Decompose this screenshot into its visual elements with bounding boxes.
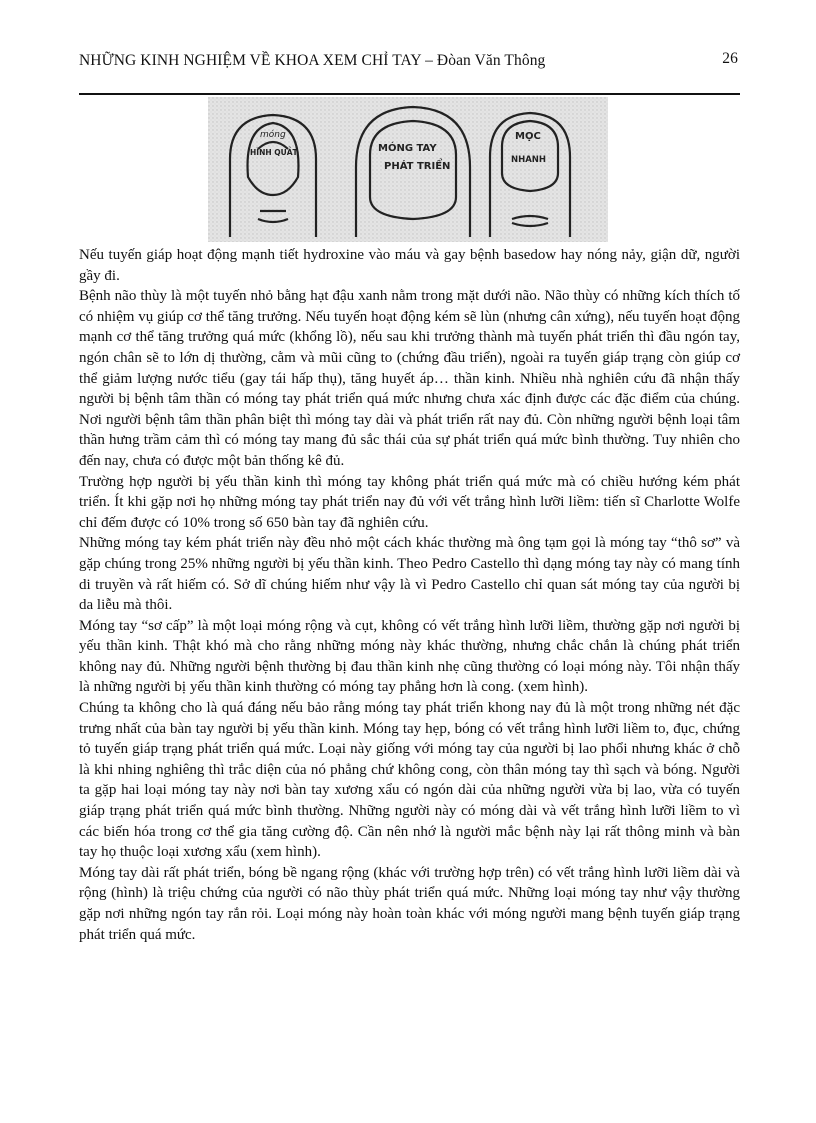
page-number: 26 — [722, 50, 738, 67]
nail-3-label-line-1: MỌC — [515, 131, 541, 142]
nail-1-label-line-2: HÌNH QUẢT — [250, 148, 298, 157]
paragraph: Chúng ta không cho là quá đáng nếu bảo rằng móng tay phát triển khong nay đủ là một trong những nét đặc trưng nhất của bàn tay người bị yếu thần kinh. Móng tay hẹp, bóng có vết trắng hình lưỡi liềm to, đục, chứng tỏ tuyến giáp trạng phát triển quá mức. Loại này giống với móng tay của người bị lao phổi nhưng khác ở chỗ là khi nhing nghiêng thì trắc diện của nó phẳng chứ không cong, còn thân móng tay thì sạch và bóng. Người ta gặp hai loại móng tay này nơi bàn tay xương xẩu có ngón dài của những người vừa bị lao, vừa có tuyến giáp trạng phát triển quá mức bình thường. Những người này có móng dài và vết trắng hình lưỡi liềm to vì các biến hóa trong cơ thể gia tăng cường độ. Cần nên nhớ là người mắc bệnh này lại rất thông minh và bàn tay họ thuộc loại xương xẩu (xem hình). — [79, 700, 740, 861]
paragraph: Trường hợp người bị yếu thần kinh thì móng tay không phát triển quá mức mà có chiều hướng kém phát triển. Ít khi gặp nơi họ những móng tay phát triển nay đủ với vết trắng hình lưỡi liềm: tiến sĩ Charlotte Wolfe chỉ đếm được có 10% trong số 650 bàn tay đã nghiên cứu. — [79, 473, 740, 531]
header-title: NHỮNG KINH NGHIỆM VỀ KHOA XEM CHỈ TAY – Đòan Văn Thông — [79, 52, 546, 69]
fingernail-illustration — [208, 97, 608, 242]
page-header — [79, 52, 740, 78]
body-text — [79, 245, 740, 945]
paragraph: Bệnh não thùy là một tuyến nhỏ bằng hạt đậu xanh nằm trong mặt dưới não. Não thùy có những kích thích tố có nhiệm vụ giúp cơ thể tăng trưởng. Nếu tuyến hoạt động kém sẽ lùn (nhưng cân xứng), nếu tuyến hoạt động mạnh cơ thể tăng trưởng quá mức (khổng lồ), nếu sau khi trưởng thành mà tuyến phát triển thì đầu ngón tay, ngón chân sẽ to lớn dị thường, cằm và mũi cũng to (chứng đầu triển), ngoài ra tuyến giáp trạng còn giúp cơ thể giảm lượng nước tiểu (gay tái hấp thụ), tăng huyết áp… thần kinh. Nhiều nhà nghiên cứu đã nhận thấy người bị bệnh tâm thần có móng tay phát triển quá mức nhưng chưa xác định được các đặc điểm của chúng. Nơi người bệnh tâm thần phân biệt thì móng tay dài và phát triển rất nay đủ. Còn những người bệnh loại tâm thần hưng trầm cảm thì có móng tay mang đủ sắc thái của sự phát triển quá mức bình thường. Tuy nhiên cho đến nay, chưa có được một bản thống kê đủ. — [79, 288, 740, 469]
header-rule — [79, 93, 740, 95]
nail-1-label-line-1: móng — [260, 130, 286, 140]
nail-3-label-line-2: NHANH — [511, 155, 547, 165]
paragraph: Nếu tuyến giáp hoạt động mạnh tiết hydroxine vào máu và gay bệnh basedow hay nóng nảy, giận dữ, người gầy đi. — [79, 247, 740, 284]
paragraph: Những móng tay kém phát triển này đều nhỏ một cách khác thường mà ông tạm gọi là móng tay “thô sơ” và gặp chúng trong 25% những người bị yếu thần kinh. Theo Pedro Castello thì dạng móng tay này có mang tính di truyền và rất hiếm có. Sở dĩ chúng hiếm như vậy là vì Pedro Castello chỉ quan sát móng tay của người bị da liễu mà thôi. — [79, 535, 740, 614]
nail-2-label-line-2: PHÁT TRIỂN — [384, 161, 451, 172]
paragraph: Móng tay “sơ cấp” là một loại móng rộng và cụt, không có vết trắng hình lưỡi liềm, thường gặp nơi người bị yếu thần kinh. Thật khó mà cho rằng những móng này khác thường, nhưng chắc chắn là chúng phát triển không nay đủ. Những người bệnh thường bị đau thần kinh nhẹ cũng thường có loại móng này. Tôi nhận thấy là những người bị yếu thần kinh thường có móng tay phẳng hơn là cong. (xem hình). — [79, 617, 740, 696]
paragraph: Móng tay dài rất phát triển, bóng bề ngang rộng (khác với trường hợp trên) có vết trắng hình lưỡi liềm dài và rộng (hình) là triệu chứng của người có não thùy phát triển quá mức. Những loại móng tay như vậy thường gặp nơi những ngón tay rắn rỏi. Loại móng này hoàn toàn khác với móng người mang bệnh tuyến giáp trạng phát triển quá mức. — [79, 864, 740, 943]
nail-2-label-line-1: MÓNG TAY — [378, 143, 437, 154]
